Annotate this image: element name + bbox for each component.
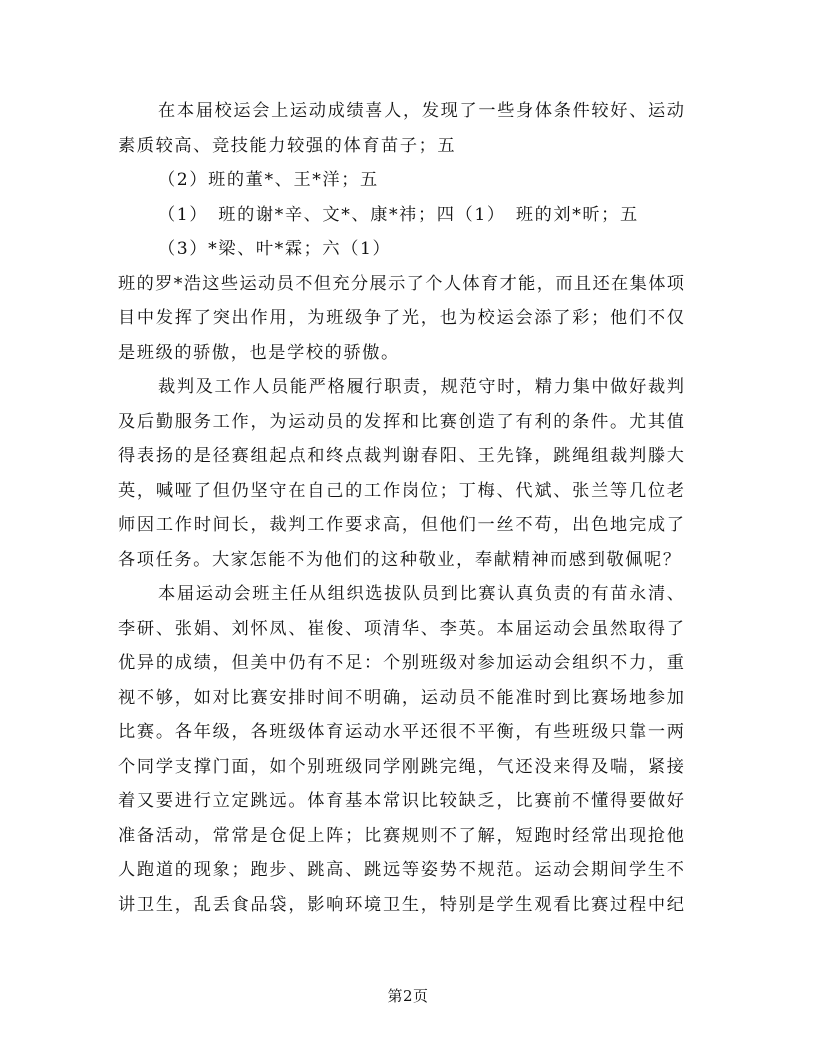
paragraph-line: 素质较高、竞技能力较强的体育苗子；五 <box>118 135 457 156</box>
paragraph-line: （2）班的董*、王*洋；五 <box>158 170 379 190</box>
paragraph-line: 视不够，如对比赛安排时间不明确，运动员不能准时到比赛场地参加 <box>118 687 684 708</box>
paragraph-line: 本届运动会班主任从组织选拔队员到比赛认真负责的有苗永清、 <box>158 584 684 604</box>
paragraph-line: 各项任务。大家怎能不为他们的这种敬业，奉献精神而感到敬佩呢？ <box>118 549 682 570</box>
paragraph-line: 英，喊哑了但仍坚守在自己的工作岗位；丁梅、代斌、张兰等几位老 <box>118 480 684 501</box>
paragraph-line: 讲卫生，乱丢食品袋，影响环境卫生，特别是学生观看比赛过程中纪 <box>118 894 684 915</box>
paragraph-line: 班的罗*浩这些运动员不但充分展示了个人体育才能，而且还在集体项 <box>118 273 684 294</box>
paragraph-line: 及后勤服务工作，为运动员的发挥和比赛创造了有利的条件。尤其值 <box>118 411 684 432</box>
page-number: 第2页 <box>387 987 429 1005</box>
paragraph-line: 裁判及工作人员能严格履行职责，规范守时，精力集中做好裁判 <box>158 377 684 397</box>
paragraph-line: 优异的成绩，但美中仍有不足：个别班级对参加运动会组织不力，重 <box>118 653 684 673</box>
paragraph-line: 比赛。各年级，各班级体育运动水平还很不平衡，有些班级只靠一两 <box>118 722 684 742</box>
paragraph-line: （3）*梁、叶*霖；六（1） <box>158 239 392 259</box>
paragraph-line: 着又要进行立定跳远。体育基本常识比较缺乏，比赛前不懂得要做好 <box>118 791 684 811</box>
paragraph-line: 个同学支撑门面，如个别班级同学刚跳完绳，气还没来得及喘，紧接 <box>118 756 684 777</box>
paragraph-line: 人跑道的现象；跑步、跳高、跳远等姿势不规范。运动会期间学生不 <box>118 860 684 880</box>
paragraph-line: 目中发挥了突出作用，为班级争了光，也为校运会添了彩；他们不仅 <box>118 308 684 328</box>
paragraph-line: 是班级的骄傲，也是学校的骄傲。 <box>118 342 400 363</box>
paragraph-line: 在本届校运会上运动成绩喜人，发现了一些身体条件较好、运动 <box>158 101 684 121</box>
paragraph-line: （1） 班的谢*辛、文*、康*祎；四（1） 班的刘*昕；五 <box>158 204 639 225</box>
paragraph-line: 李研、张娟、刘怀凤、崔俊、项清华、李英。本届运动会虽然取得了 <box>118 618 684 639</box>
paragraph-line: 得表扬的是径赛组起点和终点裁判谢春阳、王先锋，跳绳组裁判滕大 <box>118 446 684 466</box>
document-body <box>118 94 684 922</box>
paragraph-line: 准备活动，常常是仓促上阵；比赛规则不了解，短跑时经常出现抢他 <box>118 825 684 846</box>
paragraph-line: 师因工作时间长，裁判工作要求高，但他们一丝不苟，出色地完成了 <box>118 515 684 535</box>
